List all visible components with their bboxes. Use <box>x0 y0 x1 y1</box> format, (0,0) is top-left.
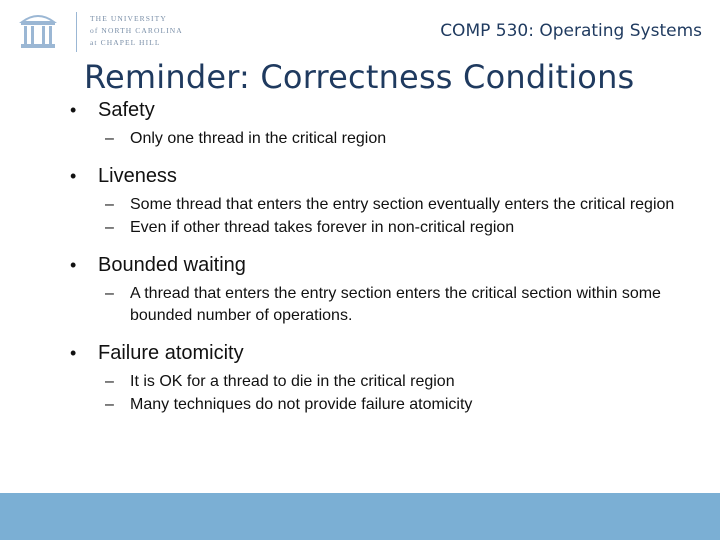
university-logo <box>18 8 188 50</box>
bullet-safety <box>60 98 680 122</box>
sub-item-text: A thread that enters the entry section enters the critical section within some bounded number of operations. <box>130 285 661 324</box>
sub-item: – It is OK for a thread to die in the critical region <box>105 373 455 390</box>
sub-list <box>60 128 680 150</box>
sub-item: – Even if other thread takes forever in non-critical region <box>105 219 515 236</box>
bullet-dot: • <box>70 166 77 186</box>
sub-item-text: Many techniques do not provide failure atomicity <box>130 396 473 413</box>
slide-content <box>60 98 680 430</box>
logo-divider <box>76 12 77 52</box>
bullet-dot: • <box>70 255 77 275</box>
bullet-text: Failure atomicity <box>98 342 244 364</box>
sub-list <box>60 371 680 416</box>
sub-item-text: Some thread that enters the entry section eventually enters the critical region <box>130 196 675 213</box>
sub-item-text: Even if other thread takes forever in non-critical region <box>130 219 515 236</box>
logo-line-3: at CHAPEL HILL <box>90 38 161 47</box>
bullet-text: Liveness <box>98 165 177 187</box>
logo-line-2: of NORTH CAROLINA <box>90 26 183 35</box>
sub-item: – A thread that enters the entry section enters the critical section within some bounded number of operations. <box>105 285 661 324</box>
course-title: COMP 530: Operating Systems <box>440 21 702 41</box>
bullet-liveness <box>60 164 680 188</box>
sub-item: – Only one thread in the critical region <box>105 130 387 147</box>
old-well-icon <box>18 8 58 50</box>
sub-item-text: It is OK for a thread to die in the critical region <box>130 373 455 390</box>
logo-text <box>90 13 200 49</box>
sub-item-text: Only one thread in the critical region <box>130 130 387 147</box>
footer-bar <box>0 493 720 540</box>
slide-title: Reminder: Correctness Conditions <box>84 58 635 96</box>
sub-item: – Many techniques do not provide failure atomicity <box>105 396 473 413</box>
bullet-bounded-waiting <box>60 253 680 277</box>
bullet-dot: • <box>70 343 77 363</box>
logo-line-1: THE UNIVERSITY <box>90 14 167 23</box>
bullet-dot: • <box>70 100 77 120</box>
bullet-failure-atomicity <box>60 341 680 365</box>
bullet-text: Bounded waiting <box>98 254 246 276</box>
sub-list <box>60 283 680 327</box>
sub-item: – Some thread that enters the entry section eventually enters the critical region <box>105 196 675 213</box>
bullet-text: Safety <box>98 99 155 121</box>
sub-list <box>60 194 680 239</box>
